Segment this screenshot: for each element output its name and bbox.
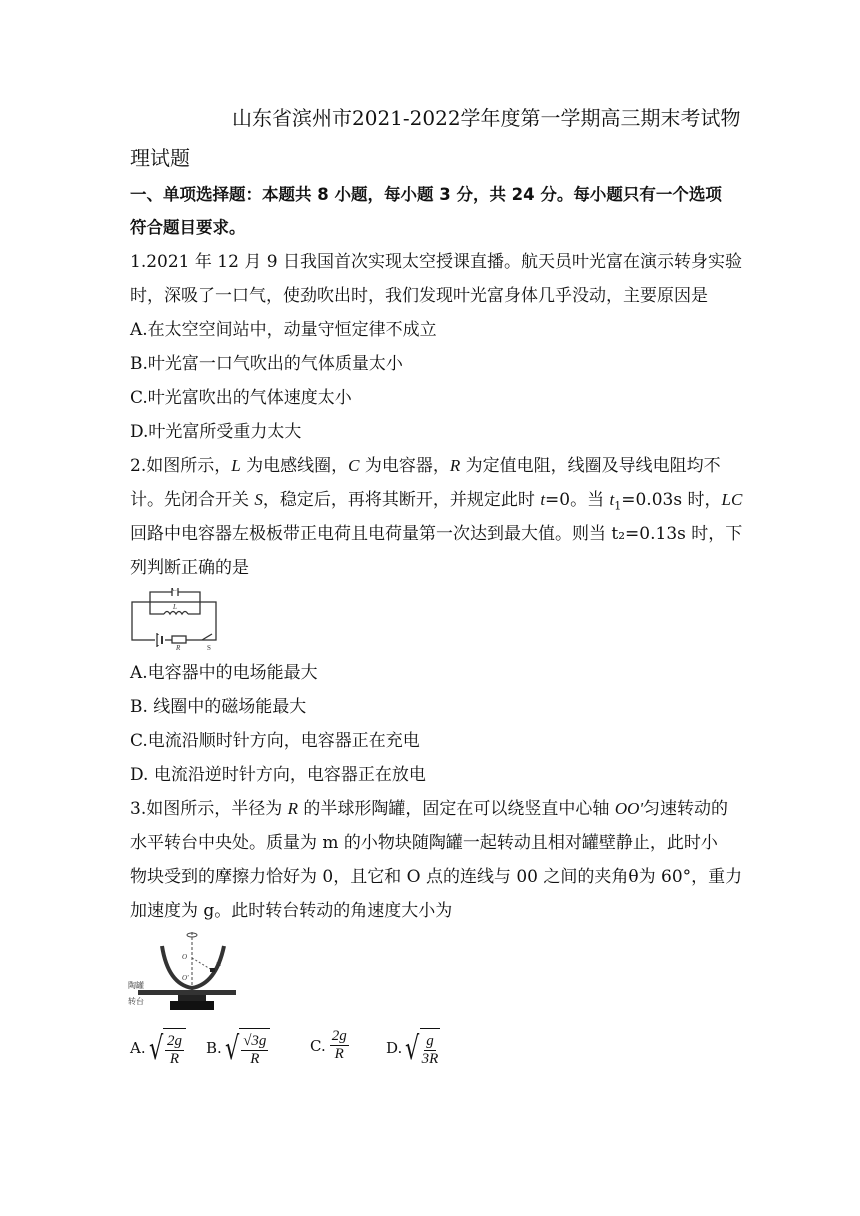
exam-title-line2: 理试题 [130,146,190,170]
q1-option-d: D.叶光富所受重力太大 [130,422,302,442]
fig-label-table: 转台 [128,997,144,1006]
q2-stem-line3: 回路中电容器左极板带正电荷且电荷量第一次达到最大值。则当 t₂=0.13s 时，下 [130,524,743,544]
q3-option-c: C. $\frac{2g}{R}$ [310,1028,347,1062]
q3-option-d: D. √ $\frac{g}{3R}$ [386,1029,439,1067]
section-heading-line2: 符合题目要求。 [130,218,246,237]
q3-stem-line2: 水平转台中央处。质量为 m 的小物块随陶罐一起转动且相对罐壁静止，此时小 [130,833,718,853]
q2-option-c: C.电流沿顺时针方向，电容器正在充电 [130,731,420,751]
q2-option-a: A.电容器中的电场能最大 [130,663,318,683]
q2-option-d: D. 电流沿逆时针方向，电容器正在放电 [130,765,426,785]
fig-label-l: L [173,603,177,611]
q2-stem-line4: 列判断正确的是 [130,558,249,578]
q3-option-a: A. √ $\frac{2g}{R}$ [130,1028,186,1068]
exam-title-line1: 山东省滨州市2021-2022学年度第一学期高三期末考试物 [232,106,741,130]
q2-stem-line2: 计。先闭合开关 S，稳定后，再将其断开，并规定此时 t=0。当 $t_1=0.03s$ 时，LC [130,490,743,513]
bowl-turntable-diagram [128,928,240,1014]
fig-label-m: m [216,960,222,968]
q3-stem-line3: 物块受到的摩擦力恰好为 0，且它和 O 点的连线与 00 之间的夹角θ为 60°，重力 [130,867,743,887]
fig-label-o-prime: O' [182,974,189,982]
fig-label-pot: 陶罐 [128,981,144,990]
q3-stem-line1: 3.如图所示，半径为 R 的半球形陶罐，固定在可以绕竖直中心轴 OO'匀速转动的 [130,799,729,819]
q2-stem-line1: 2.如图所示，L 为电感线圈，C 为电容器，R 为定值电阻，线圈及导线电阻均不 [130,456,721,476]
section-heading-line1: 一、单项选择题：本题共 8 小题，每小题 3 分，共 24 分。每小题只有一个选项 [130,185,722,204]
fig-label-o: O [182,953,188,961]
q3-option-b: B. √ $\frac{√3g}{R}$ [206,1028,270,1068]
q2-option-b: B. 线圈中的磁场能最大 [130,697,307,717]
q1-option-c: C.叶光富吹出的气体速度太小 [130,388,352,408]
fig-label-c: C [172,588,177,593]
q1-stem-line2: 时，深吸了一口气，使劲吹出时，我们发现叶光富身体几乎没动，主要原因是 [130,286,708,306]
fig-label-r: R [176,644,181,650]
q1-stem-line1: 1.2021 年 12 月 9 日我国首次实现太空授课直播。航天员叶光富在演示转身实验 [130,252,742,272]
q1-option-b: B.叶光富一口气吹出的气体质量太小 [130,354,403,374]
q3-stem-line4: 加速度为 g。此时转台转动的角速度大小为 [130,901,453,921]
q1-option-a: A.在太空空间站中，动量守恒定律不成立 [130,320,437,340]
lc-circuit-diagram [128,588,220,650]
fig-label-s: S [207,644,211,650]
